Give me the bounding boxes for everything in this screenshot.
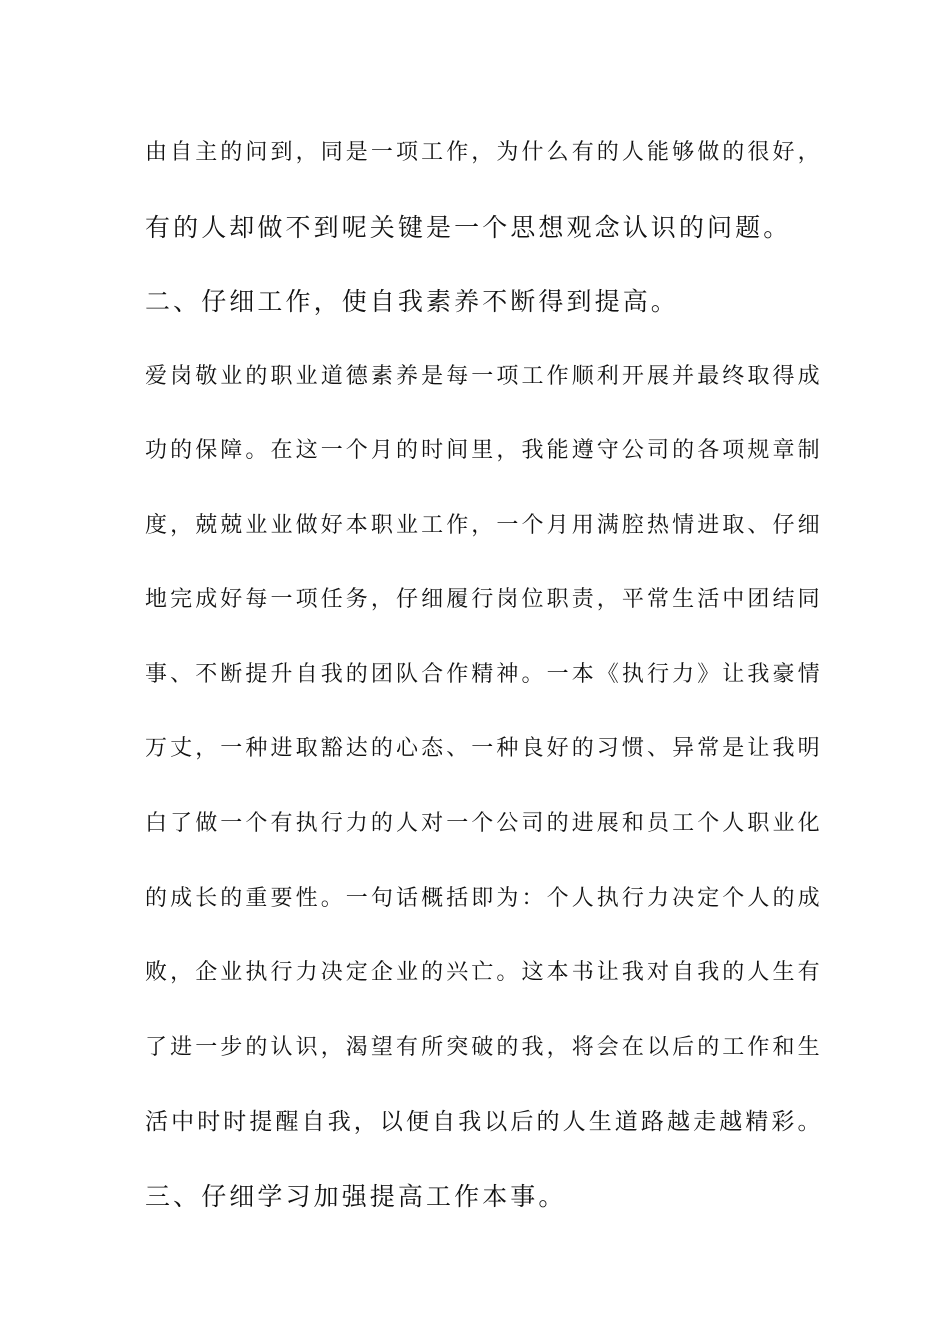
- text-line: 地完成好每一项任务，仔细履行岗位职责，平常生活中团结同: [145, 587, 823, 612]
- text-line: 事、不断提升自我的团队合作精神。一本《执行力》让我豪情: [145, 662, 823, 687]
- text-line: 活中时时提醒自我，以便自我以后的人生道路越走越精彩。: [145, 1109, 824, 1135]
- text-line: 有的人却做不到呢关键是一个思想观念认识的问题。: [145, 213, 792, 242]
- section-heading: 三、仔细学习加强提高工作本事。: [145, 1182, 567, 1211]
- text-line: 了进一步的认识，渴望有所突破的我，将会在以后的工作和生: [145, 1035, 823, 1060]
- text-line: 白了做一个有执行力的人对一个公司的进展和员工个人职业化: [145, 811, 823, 836]
- text-line: 爱岗敬业的职业道德素养是每一项工作顺利开展并最终取得成: [145, 364, 823, 389]
- text-line: 万丈，一种进取豁达的心态、一种良好的习惯、异常是让我明: [145, 736, 823, 761]
- text-line: 功的保障。在这一个月的时间里，我能遵守公司的各项规章制: [145, 438, 823, 463]
- text-line: 度，兢兢业业做好本职业工作，一个月用满腔热情进取、仔细: [145, 513, 823, 538]
- text-line: 由自主的问到，同是一项工作，为什么有的人能够做的很好，: [145, 140, 823, 165]
- text-line: 败，企业执行力决定企业的兴亡。这本书让我对自我的人生有: [145, 960, 823, 985]
- text-line: 的成长的重要性。一句话概括即为：个人执行力决定个人的成: [145, 886, 823, 911]
- section-heading: 二、仔细工作，使自我素养不断得到提高。: [145, 287, 679, 316]
